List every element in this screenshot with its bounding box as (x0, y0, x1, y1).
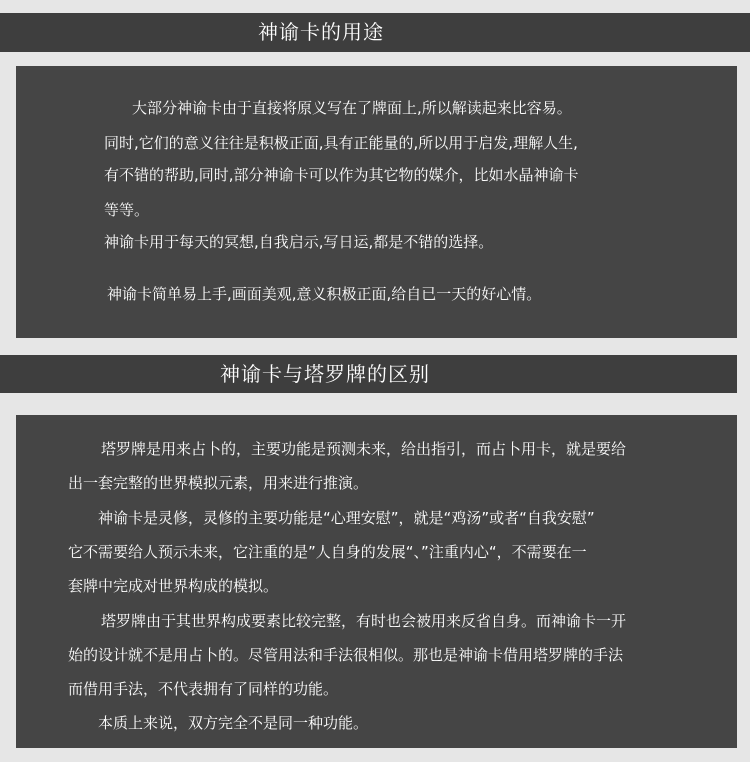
section-2-line-9: 本质上来说，双方完全不是同一种功能。 (98, 714, 369, 732)
section-1-line-4: 等等。 (104, 201, 150, 219)
section-1-line-3: 有不错的帮助,同时,部分神谕卡可以作为其它物的媒介，比如水晶神谕卡 (104, 166, 579, 184)
section-1-header (0, 13, 750, 52)
section-1-line-1: 大部分神谕卡由于直接将原义写在了牌面上,所以解读起来比容易。 (132, 99, 572, 117)
section-2-panel (16, 415, 737, 748)
section-1-line-6: 神谕卡简单易上手,画面美观,意义积极正面,给自已一天的好心情。 (107, 285, 542, 303)
section-2-line-2: 出一套完整的世界模拟元素，用来进行推演。 (68, 474, 369, 492)
section-2-line-4: 它不需要给人预示未来，它注重的是”人自身的发展“、”注重内心“，不需要在一 (68, 543, 587, 561)
section-1-title: 神谕卡的用途 (258, 20, 384, 44)
section-2-line-8: 而借用手法，不代表拥有了同样的功能。 (68, 680, 339, 698)
section-1-panel (16, 66, 737, 338)
section-1-line-5: 神谕卡用于每天的冥想,自我启示,写日运,都是不错的选择。 (104, 233, 494, 251)
section-2-line-3: 神谕卡是灵修，灵修的主要功能是“心理安慰”，就是“鸡汤”或者“自我安慰” (98, 509, 595, 527)
section-2-line-6: 塔罗牌由于其世界构成要素比较完整，有时也会被用来反省自身。而神谕卡一开 (101, 612, 627, 630)
section-2-line-5: 套牌中完成对世界构成的模拟。 (68, 577, 279, 595)
section-2-line-1: 塔罗牌是用来占卜的，主要功能是预测未来，给出指引，而占卜用卡，就是要给 (101, 440, 627, 458)
section-1-line-2: 同时,它们的意义往往是积极正面,具有正能量的,所以用于启发,理解人生, (104, 134, 578, 152)
section-2-header (0, 355, 737, 393)
section-2-line-7: 始的设计就不是用占卜的。尽管用法和手法很相似。那也是神谕卡借用塔罗牌的手法 (68, 646, 624, 664)
section-2-title: 神谕卡与塔罗牌的区别 (220, 362, 430, 386)
